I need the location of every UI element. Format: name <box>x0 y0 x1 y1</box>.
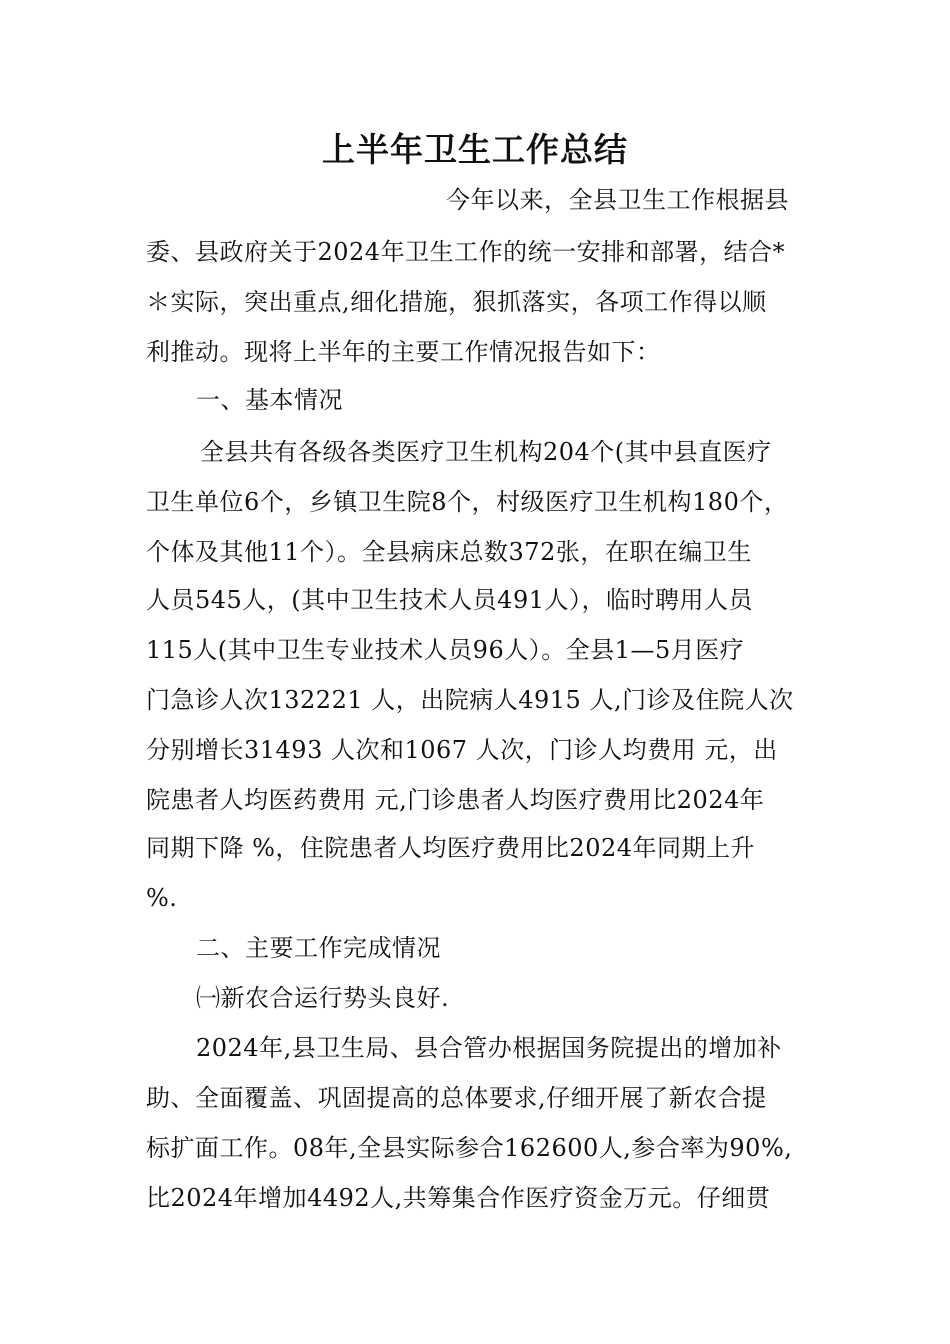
paragraph-line: 比2024年增加4492人,共筹集合作医疗资金万元。仔细贯 <box>146 1184 771 1212</box>
paragraph-line: 分别增长31493 人次和1067 人次，门诊人均费用 元，出 <box>146 736 778 764</box>
paragraph-line: 利推动。现将上半年的主要工作情况报告如下： <box>146 338 661 366</box>
paragraph-line: 院患者人均医药费用 元,门诊患者人均医疗费用比2024年 <box>146 786 765 814</box>
paragraph-line: 门急诊人次132221 人，出院病人4915 人,门诊及住院人次 <box>146 686 794 714</box>
paragraph-line: 委、县政府关于2024年卫生工作的统一安排和部署，结合* <box>146 238 786 266</box>
section-heading: 一、基本情况 <box>196 386 343 414</box>
paragraph-line: 卫生单位6个，乡镇卫生院8个，村级医疗卫生机构180个， <box>146 488 789 516</box>
paragraph-line: 今年以来，全县卫生工作根据县 <box>446 186 789 214</box>
paragraph-line: 助、全面覆盖、巩固提高的总体要求,仔细开展了新农合提 <box>146 1084 767 1112</box>
paragraph-line: 人员545人，(其中卫生技术人员491人），临时聘用人员 <box>146 586 753 614</box>
paragraph-line: 同期下降 %，住院患者人均医疗费用比2024年同期上升 <box>146 834 756 862</box>
paragraph-line: 2024年,县卫生局、县合管办根据国务院提出的增加补 <box>196 1034 782 1062</box>
document-title: 上半年卫生工作总结 <box>322 130 628 169</box>
paragraph-line: 115人(其中卫生专业技术人员96人）。全县1—5月医疗 <box>146 636 745 664</box>
subsection-heading: ㈠新农合运行势头良好. <box>196 984 450 1012</box>
paragraph-line: %. <box>146 884 178 912</box>
paragraph-line: 全县共有各级各类医疗卫生机构204个(其中县直医疗 <box>200 438 772 466</box>
section-heading: 二、主要工作完成情况 <box>196 934 441 962</box>
paragraph-line: ＊实际，突出重点,细化措施，狠抓落实，各项工作得以顺 <box>146 288 767 316</box>
paragraph-line: 个体及其他11个）。全县病床总数372张，在职在编卫生 <box>146 538 752 566</box>
paragraph-line: 标扩面工作。08年,全县实际参合162600人,参合率为90%, <box>146 1134 793 1162</box>
